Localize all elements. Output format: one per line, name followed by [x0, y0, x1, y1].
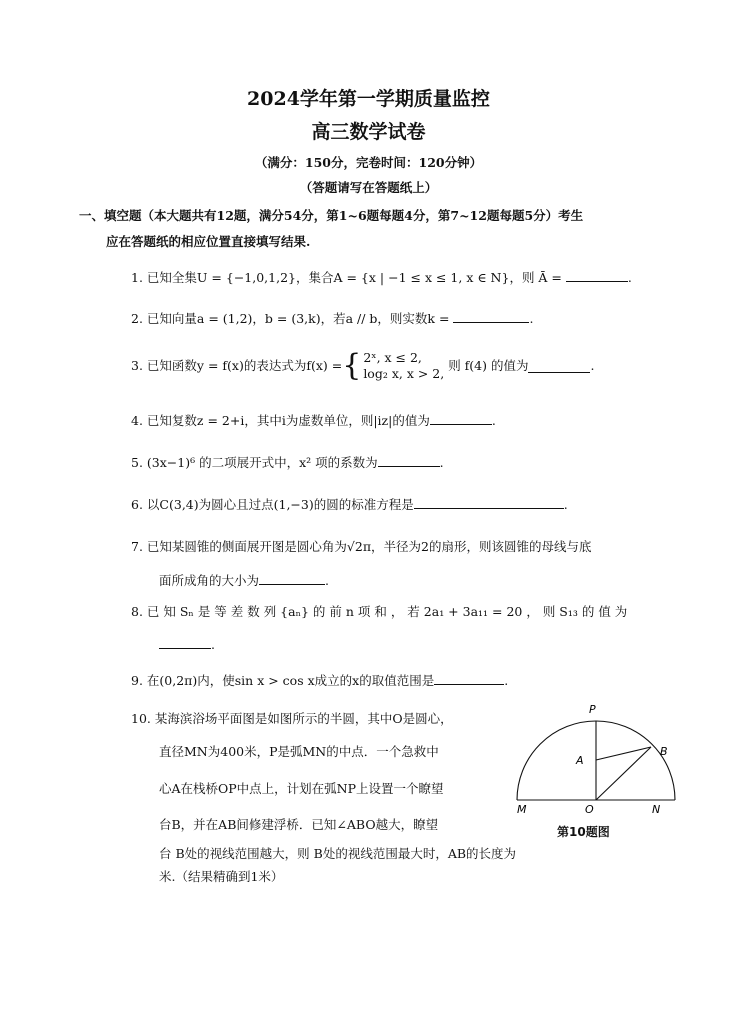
answer-blank [430, 411, 492, 425]
question-10 [131, 710, 453, 728]
brace-icon: { [342, 348, 362, 383]
question-number: 5. [131, 455, 143, 470]
question-text: 已知向量a = (1,2)，b = (3,k)，若a // b，则实数k = [146, 311, 454, 326]
case-2: log₂ x, x > 2, [363, 366, 445, 381]
answer-blank [259, 571, 325, 585]
question-1: 1. 已知全集U = {−1,0,1,2}，集合A = {x | −1 ≤ x ≤ 1, x ∈ N}，则 Ā = . [131, 270, 632, 285]
question-10-line5: 台 B处的视线范围越大，则 B处的视线范围最大时，AB的长度为 [159, 846, 517, 861]
answer-blank [528, 359, 590, 373]
label-p: P [589, 703, 596, 716]
question-10-line4: 台B，并在AB间修建浮桥．已知∠ABO越大，瞭望 [159, 817, 439, 832]
question-text: 面所成角的大小为 [159, 573, 260, 588]
question-5: 5. (3x−1)⁶ 的二项展开式中，x² 项的系数为 . [131, 455, 444, 470]
question-4: 4. 已知复数z = 2+i，其中i为虚数单位，则|iz|的值为 . [131, 413, 496, 428]
question-text: 已知某圆锥的侧面展开图是圆心角为√2π，半径为2的扇形，则该圆锥的母线与底 [146, 539, 592, 554]
question-8 [131, 603, 627, 621]
exam-title: 2024学年第一学期质量监控 [247, 88, 490, 110]
question-2: 2. 已知向量a = (1,2)，b = (3,k)，若a // b，则实数k = . [131, 311, 534, 326]
semicircle-figure [505, 696, 705, 836]
figure-caption: 第10题图 [557, 825, 610, 839]
question-number: 10. [131, 711, 151, 726]
label-b: B [660, 745, 668, 758]
section-heading [79, 207, 583, 225]
question-number: 3. [131, 358, 143, 373]
question-number: 6. [131, 497, 143, 512]
question-number: 8. [131, 604, 143, 619]
question-7 [131, 538, 592, 556]
question-6: 6. 以C(3,4)为圆心且过点(1,−3)的圆的标准方程是 . [131, 497, 568, 512]
question-text: 在(0,2π)内，使sin x > cos x成立的x的取值范围是 [146, 673, 435, 688]
question-9: 9. 在(0,2π)内，使sin x > cos x成立的x的取值范围是 . [131, 673, 509, 688]
answer-blank [414, 495, 564, 509]
question-number: 7. [131, 539, 143, 554]
question-number: 4. [131, 413, 143, 428]
question-text: 已 知 Sₙ 是 等 差 数 列 {aₙ} 的 前 n 项 和 ， 若 2a₁ + 3a₁₁ = 20 ， 则 S₁₃ 的 值 为 [146, 604, 628, 619]
question-10-line6: 米.（结果精确到1米） [159, 869, 284, 884]
answer-blank [378, 453, 440, 467]
piecewise-cases [363, 350, 444, 382]
segment-ab [596, 747, 651, 760]
question-text: 已知全集U = {−1,0,1,2}，集合A = {x | −1 ≤ x ≤ 1, x ∈ N}，则 Ā = [146, 270, 566, 285]
case-1: 2ˣ, x ≤ 2, [363, 350, 422, 365]
segment-ob [596, 747, 651, 800]
answer-instruction: （答题请写在答题纸上） [299, 180, 438, 195]
question-3: 3. 已知函数y = f(x)的表达式为f(x) = { 2ˣ, x ≤ 2, log₂ x, x > 2, 则 f(4) 的值为 . [131, 348, 595, 383]
question-text: 已知复数z = 2+i，其中i为虚数单位，则|iz|的值为 [146, 413, 430, 428]
answer-blank [566, 268, 628, 282]
answer-blank [434, 671, 504, 685]
section-label: 一、填空题 [79, 208, 142, 223]
question-7-cont: 面所成角的大小为 . [159, 573, 329, 588]
question-number: 9. [131, 673, 143, 688]
question-8-cont: . [159, 635, 215, 654]
label-n: N [652, 803, 661, 816]
exam-subtitle: 高三数学试卷 [311, 121, 426, 143]
question-number: 1. [131, 270, 143, 285]
question-number: 2. [131, 311, 143, 326]
question-10-line2: 直径MN为400米，P是弧MN的中点．一个急救中 [159, 744, 439, 759]
question-text: 已知函数y = f(x)的表达式为f(x) = [146, 358, 343, 373]
score-info: （满分：150分，完卷时间：120分钟） [254, 155, 483, 170]
question-10-line3: 心A在栈桥OP中点上，计划在弧NP上设置一个瞭望 [159, 781, 444, 796]
answer-blank [159, 635, 211, 649]
label-a: A [576, 754, 584, 767]
question-text: (3x−1)⁶ 的二项展开式中，x² 项的系数为 [146, 455, 378, 470]
question-text: 以C(3,4)为圆心且过点(1,−3)的圆的标准方程是 [146, 497, 414, 512]
label-m: M [517, 803, 527, 816]
section-desc-line2: 应在答题纸的相应位置直接填写结果. [106, 234, 311, 249]
section-desc-line1: （本大题共有12题，满分54分，第1~6题每题4分，第7~12题每题5分）考生 [141, 208, 584, 223]
question-text-post: 则 f(4) 的值为 [448, 358, 529, 373]
answer-blank [453, 309, 529, 323]
label-o: O [585, 803, 594, 816]
question-text: 某海滨浴场平面图是如图所示的半圆，其中O是圆心， [154, 711, 453, 726]
